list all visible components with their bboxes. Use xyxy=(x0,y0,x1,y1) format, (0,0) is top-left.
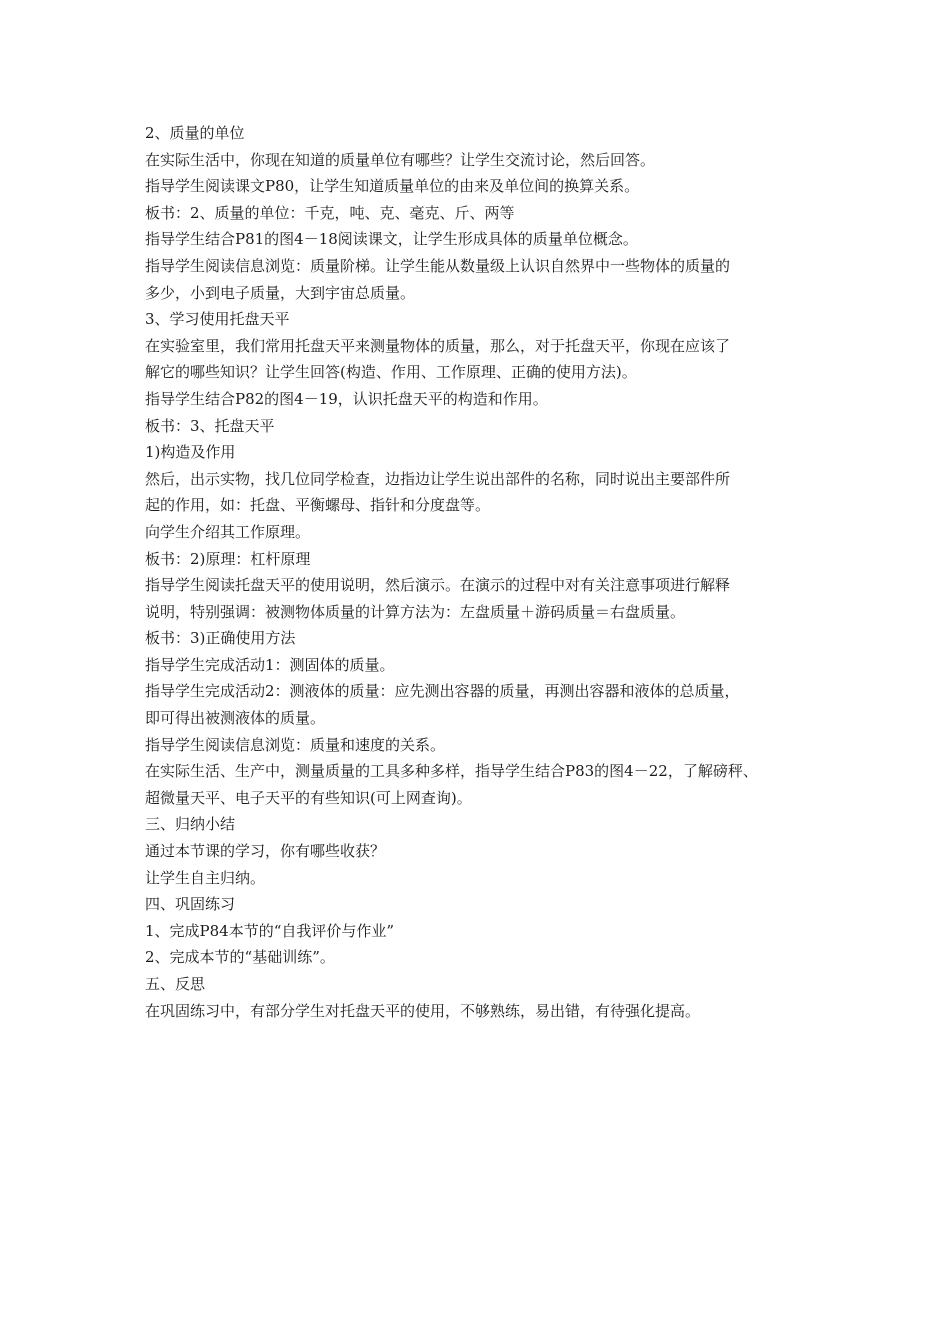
text-line: 指导学生完成活动1：测固体的质量。 xyxy=(145,655,395,674)
document-body xyxy=(145,120,815,1024)
section-heading-reflection: 五、反思 xyxy=(145,975,206,993)
text-line: 指导学生结合P82的图4－19，认识托盘天平的构造和作用。 xyxy=(145,389,548,408)
text-line: 在巩固练习中，有部分学生对托盘天平的使用，不够熟练，易出错，有待强化提高。 xyxy=(145,1001,701,1020)
text-line: 超微量天平、电子天平的有些知识(可上网查询)。 xyxy=(145,788,472,807)
text-line: 指导学生完成活动2：测液体的质量：应先测出容器的质量，再测出容器和液体的总质量， xyxy=(145,682,740,701)
text-line: 2、完成本节的“基础训练”。 xyxy=(145,948,335,967)
text-line: 解它的哪些知识？让学生回答(构造、作用、工作原理、正确的使用方法)。 xyxy=(145,363,637,382)
section-heading-mass-unit: 2、质量的单位 xyxy=(145,124,245,142)
section-heading-summary: 三、归纳小结 xyxy=(145,815,236,834)
blackboard-note: 板书：3)正确使用方法 xyxy=(145,629,296,648)
subheading-structure: 1)构造及作用 xyxy=(145,443,236,462)
text-line: 然后，出示实物，找几位同学检查，边指边让学生说出部件的名称，同时说出主要部件所 xyxy=(145,469,731,488)
blackboard-note: 板书：2)原理：杠杆原理 xyxy=(145,549,311,568)
text-line: 指导学生结合P81的图4－18阅读课文，让学生形成具体的质量单位概念。 xyxy=(145,230,638,249)
text-line: 多少，小到电子质量，大到宇宙总质量。 xyxy=(145,283,416,302)
text-line: 1、完成P84本节的“自我评价与作业” xyxy=(145,921,395,940)
text-line: 在实际生活、生产中，测量质量的工具多种多样，指导学生结合P83的图4－22，了解磅秤、 xyxy=(145,762,758,781)
text-line: 起的作用，如：托盘、平衡螺母、指针和分度盘等。 xyxy=(145,496,491,515)
blackboard-note: 板书：2、质量的单位：千克，吨、克、毫克、斤、两等 xyxy=(145,203,515,222)
blackboard-note: 板书：3、托盘天平 xyxy=(145,416,275,435)
text-line: 在实际生活中，你现在知道的质量单位有哪些？让学生交流讨论，然后回答。 xyxy=(145,150,656,169)
text-line: 向学生介绍其工作原理。 xyxy=(145,522,311,541)
section-heading-balance: 3、学习使用托盘天平 xyxy=(145,310,290,329)
text-line: 说明，特别强调：被测物体质量的计算方法为：左盘质量＋游码质量＝右盘质量。 xyxy=(145,602,686,621)
text-line: 在实验室里，我们常用托盘天平来测量物体的质量，那么，对于托盘天平，你现在应该了 xyxy=(145,336,731,355)
text-line: 指导学生阅读课文P80，让学生知道质量单位的由来及单位间的换算关系。 xyxy=(145,177,640,196)
text-line: 即可得出被测液体的质量。 xyxy=(145,709,326,728)
text-line: 通过本节课的学习，你有哪些收获？ xyxy=(145,842,386,861)
text-line: 指导学生阅读信息浏览：质量阶梯。让学生能从数量级上认识自然界中一些物体的质量的 xyxy=(145,256,731,275)
text-line: 指导学生阅读信息浏览：质量和速度的关系。 xyxy=(145,735,446,754)
text-line: 指导学生阅读托盘天平的使用说明，然后演示。在演示的过程中对有关注意事项进行解释 xyxy=(145,576,731,595)
text-line: 让学生自主归纳。 xyxy=(145,868,266,887)
section-heading-practice: 四、巩固练习 xyxy=(145,895,236,914)
